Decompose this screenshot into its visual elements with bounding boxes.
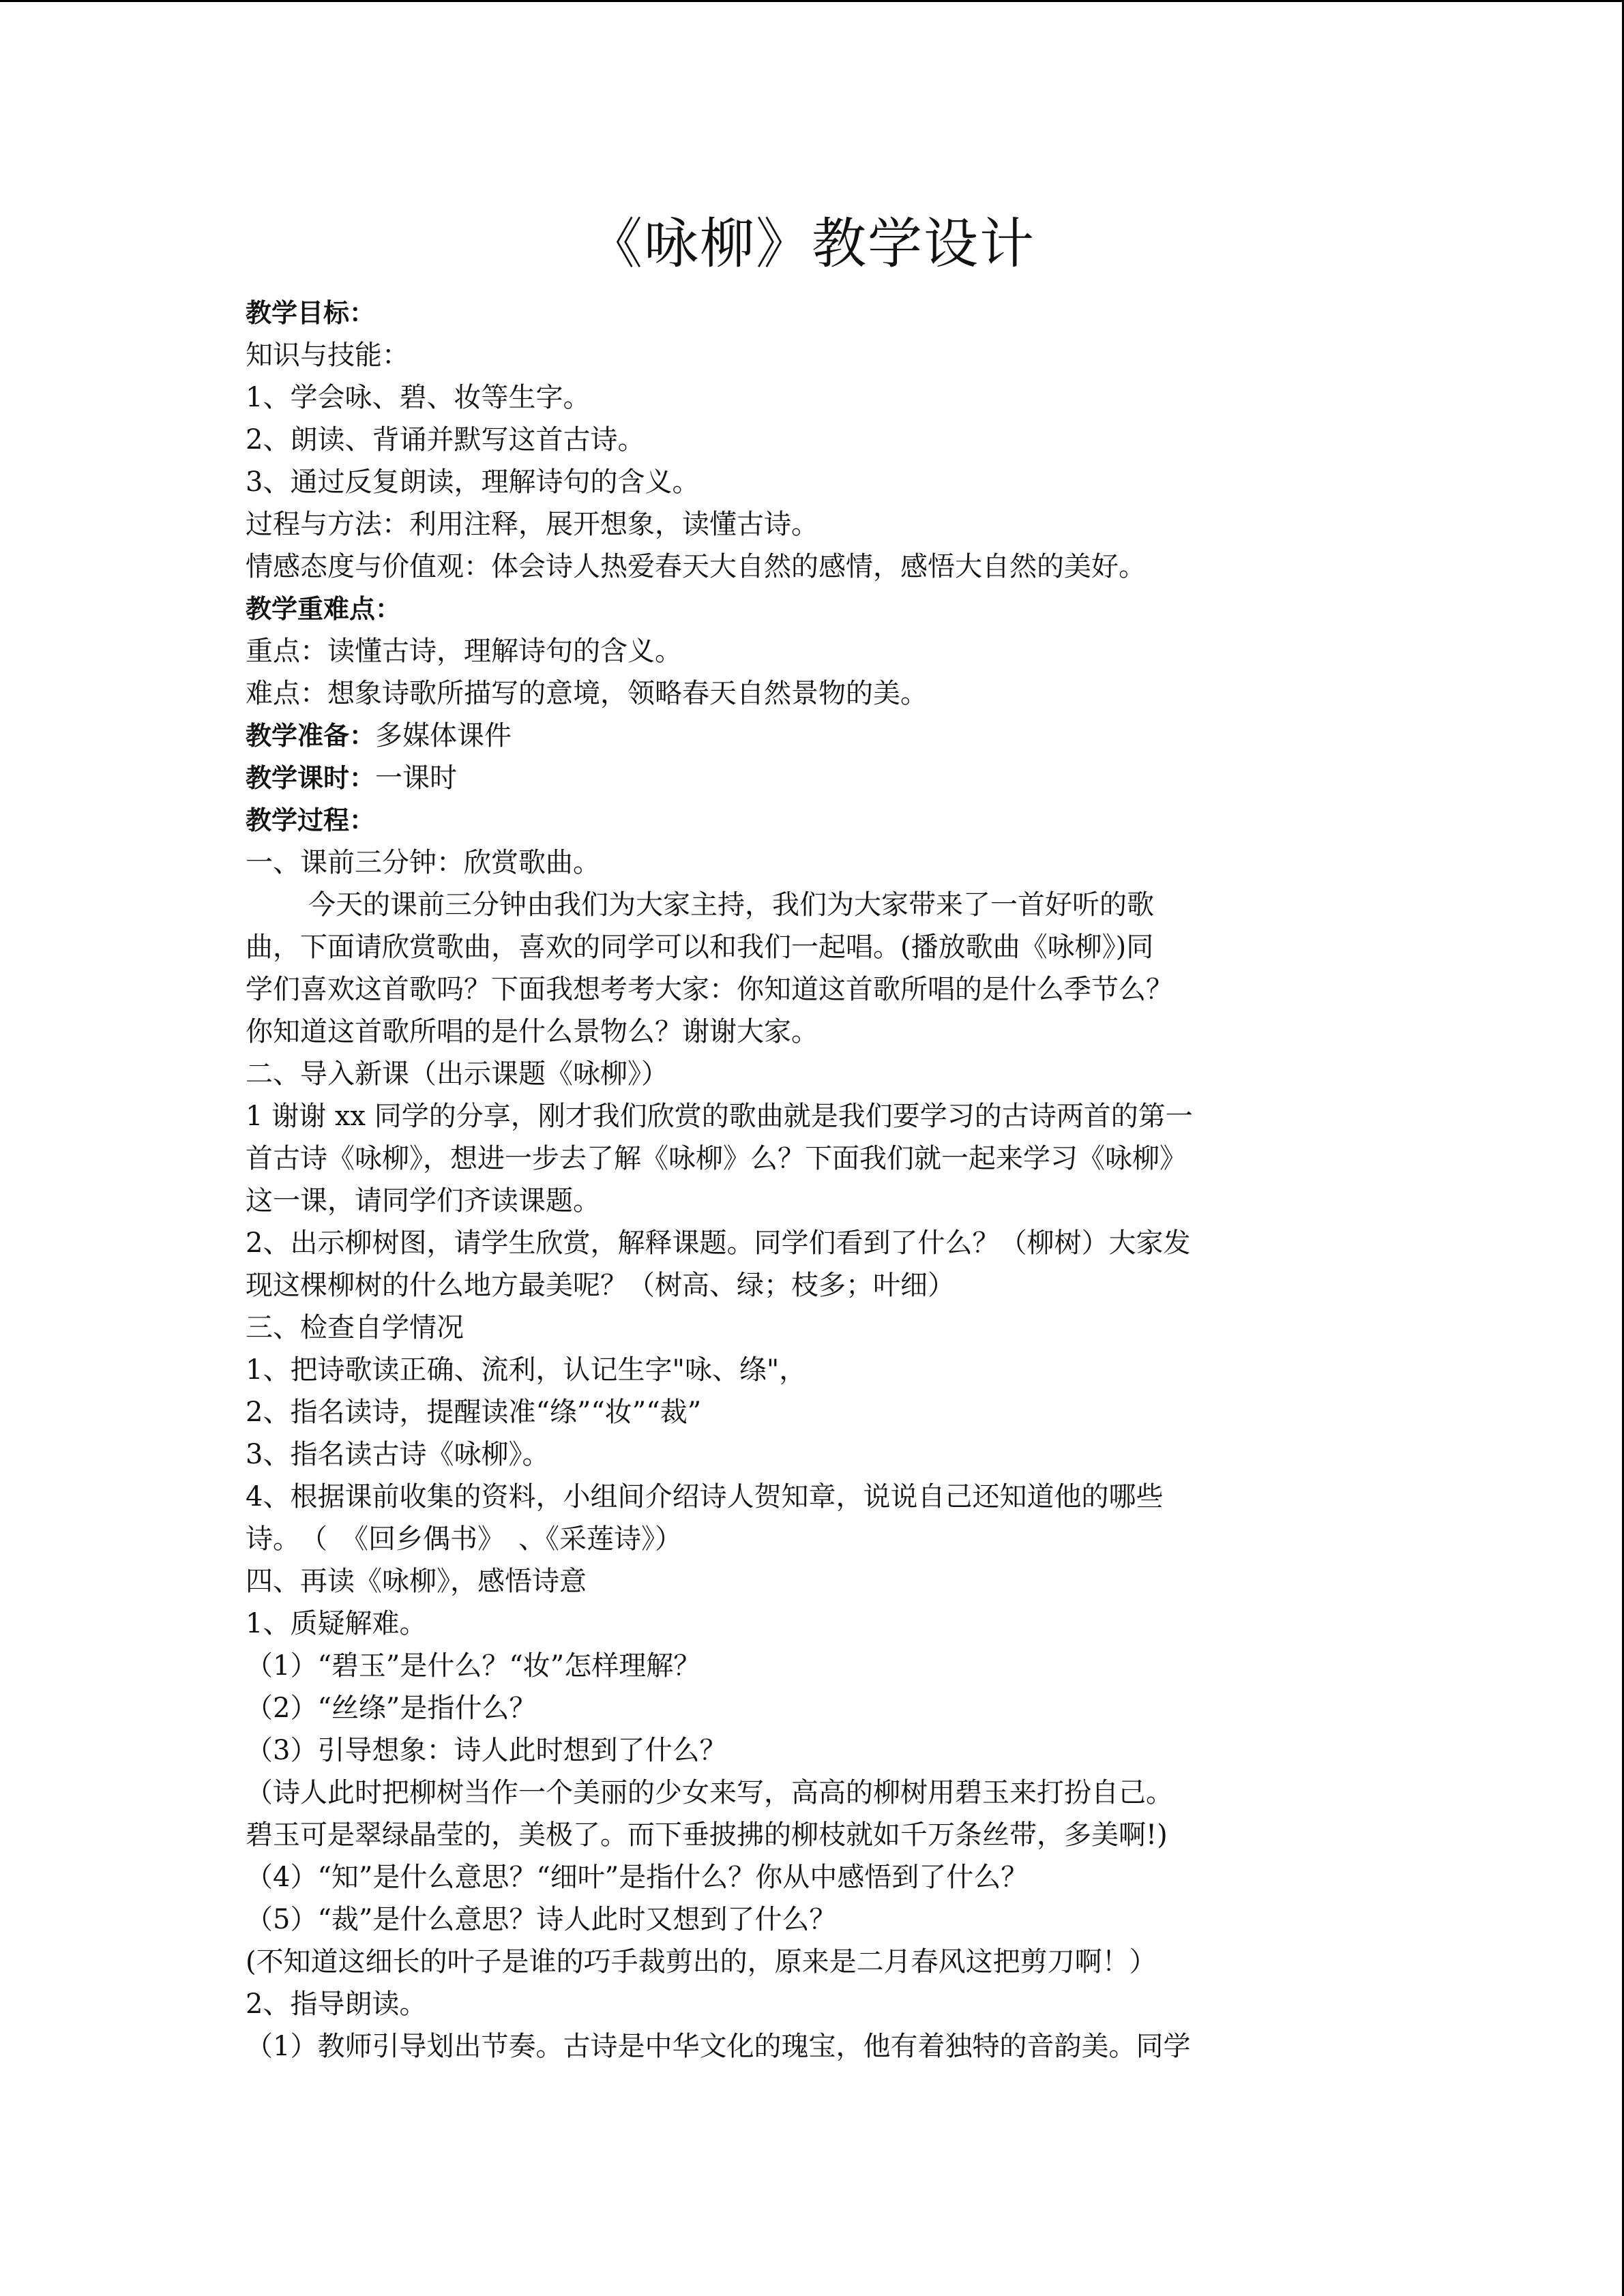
objective-item: 1、学会咏、碧、妆等生字。: [246, 382, 591, 413]
paragraph-line: 2、出示柳树图，请学生欣赏，解释课题。同学们看到了什么？（柳树）大家发: [246, 1227, 1191, 1259]
paragraph-line: 曲，下面请欣赏歌曲，喜欢的同学可以和我们一起唱。(播放歌曲《咏柳》)同: [246, 931, 1154, 963]
answer-line: （诗人此时把柳树当作一个美丽的少女来写，高高的柳树用碧玉来打扮自己。: [246, 1777, 1173, 1808]
paragraph-line: 1 谢谢 xx 同学的分享，刚才我们欣赏的歌曲就是我们要学习的古诗两首的第一: [246, 1101, 1193, 1132]
list-item: 2、指名读诗，提醒读准“绦”“妆”“裁”: [246, 1397, 702, 1428]
preparation-row: [246, 715, 1378, 757]
answer-line: (不知道这细长的叶子是谁的巧手裁剪出的，原来是二月春风这把剪刀啊！）: [246, 1946, 1157, 1978]
paragraph-line: 今天的课前三分钟由我们为大家主持，我们为大家带来了一首好听的歌: [308, 889, 1154, 921]
objective-item: 2、朗读、背诵并默写这首古诗。: [246, 424, 645, 456]
objectives-heading: 教学目标：: [246, 298, 376, 328]
answer-line: 碧玉可是翠绿晶莹的，美极了。而下垂披拂的柳枝就如千万条丝带，多美啊!): [246, 1819, 1168, 1851]
list-item: 3、指名读古诗《咏柳》。: [246, 1439, 550, 1470]
page-edge-top: [0, 0, 1624, 2]
question-item: （1）“碧玉”是什么？“妆”怎样理解？: [246, 1650, 701, 1682]
question-item: （5）“裁”是什么意思？诗人此时又想到了什么？: [246, 1904, 837, 1935]
emotion-values: 情感态度与价值观：体会诗人热爱春天大自然的感情，感悟大自然的美好。: [246, 551, 1146, 582]
paragraph-line: 现这棵柳树的什么地方最美呢？（树高、绿；枝多；叶细）: [246, 1270, 955, 1301]
list-item: 4、根据课前收集的资料，小组间介绍诗人贺知章，说说自己还知道他的哪些: [246, 1481, 1164, 1512]
paragraph-line: （1）教师引导划出节奏。古诗是中华文化的瑰宝，他有着独特的音韵美。同学: [246, 2031, 1191, 2062]
section-heading: 一、课前三分钟：欣赏歌曲。: [246, 847, 600, 878]
page-title: 《咏柳》教学设计: [588, 212, 1035, 275]
difficult-point: 难点：想象诗歌所描写的意境，领略春天自然景物的美。: [246, 678, 928, 709]
preparation-label: 教学准备：: [246, 721, 376, 751]
objective-item: 3、通过反复朗读，理解诗句的含义。: [246, 466, 700, 498]
section-heading: 二、导入新课（出示课题《咏柳》）: [246, 1058, 668, 1090]
list-item: 1、把诗歌读正确、流利，认记生字"咏、绦"，: [246, 1354, 807, 1386]
key-points-heading: 教学重难点：: [246, 594, 402, 624]
key-point: 重点：读懂古诗，理解诗句的含义。: [246, 636, 682, 667]
subsection-heading: 1、质疑解难。: [246, 1608, 427, 1639]
question-item: （4）“知”是什么意思？“细叶”是指什么？你从中感悟到了什么？: [246, 1862, 1029, 1893]
preparation-value: 多媒体课件: [375, 720, 512, 751]
paragraph-line: 这一课，请同学们齐读课题。: [246, 1185, 600, 1217]
document-body: [246, 205, 1378, 2068]
question-item: （2）“丝绦”是指什么？: [246, 1693, 537, 1724]
process-methods: 过程与方法：利用注释，展开想象，读懂古诗。: [246, 509, 818, 540]
knowledge-skills-heading: 知识与技能：: [246, 340, 409, 371]
class-hours-value: 一课时: [375, 762, 458, 794]
question-item: （3）引导想象：诗人此时想到了什么？: [246, 1735, 727, 1766]
paragraph-line: 首古诗《咏柳》，想进一步去了解《咏柳》么？下面我们就一起来学习《咏柳》: [246, 1143, 1187, 1174]
section-heading: 四、再读《咏柳》，感悟诗意: [246, 1566, 587, 1597]
list-item: 诗。 （ 《回乡偶书》 、《采莲诗》）: [246, 1523, 682, 1555]
paragraph-line: 学们喜欢这首歌吗？下面我想考考大家：你知道这首歌所唱的是什么季节么？: [246, 974, 1173, 1005]
subsection-heading: 2、指导朗读。: [246, 1988, 427, 2020]
process-heading: 教学过程：: [246, 805, 376, 835]
section-heading: 三、检查自学情况: [246, 1312, 464, 1343]
class-hours-row: [246, 757, 1378, 799]
class-hours-label: 教学课时：: [246, 763, 376, 793]
paragraph-line: 你知道这首歌所唱的是什么景物么？谢谢大家。: [246, 1016, 818, 1047]
